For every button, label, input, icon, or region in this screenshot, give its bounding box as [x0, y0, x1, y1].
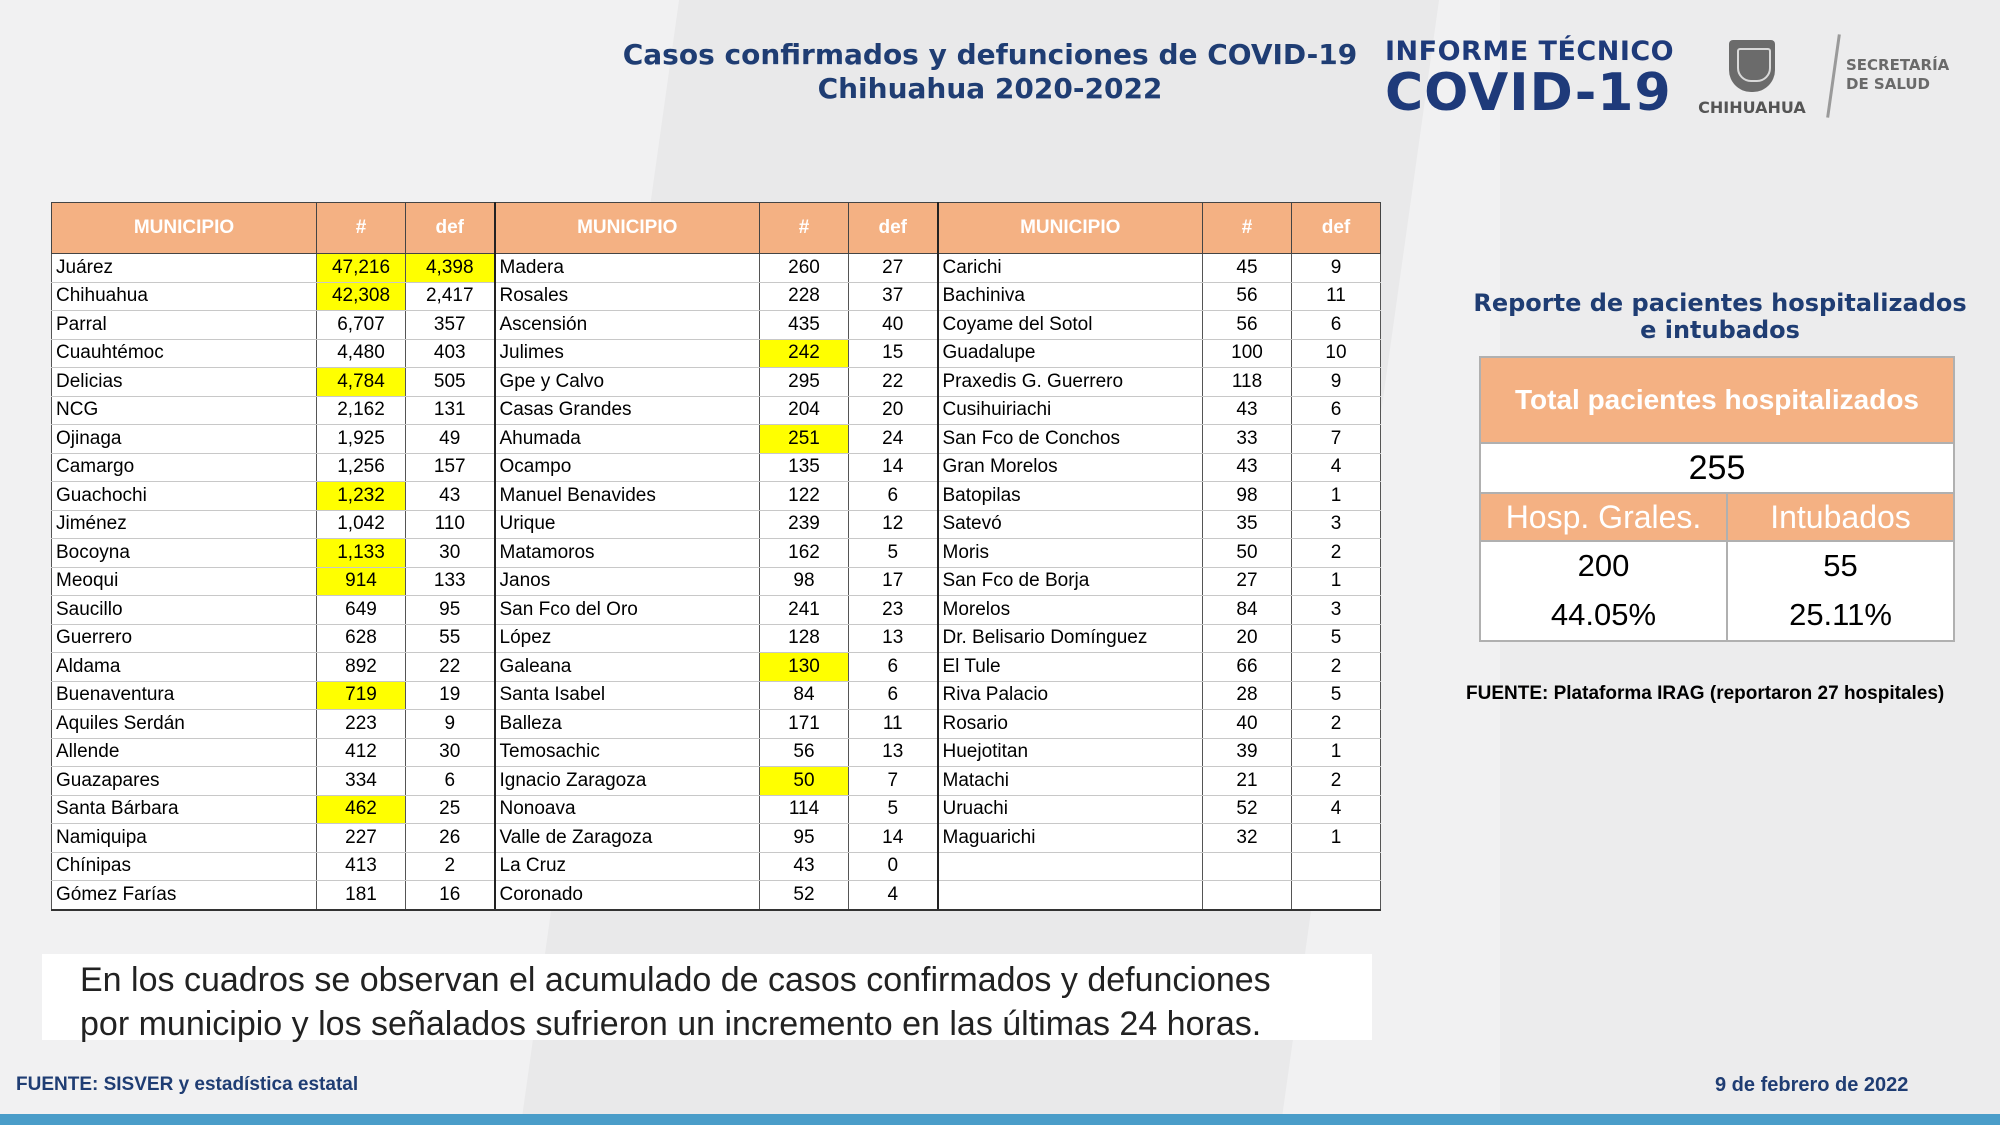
municipio-name: López: [495, 624, 760, 653]
casos-confirmados: 98: [1203, 482, 1292, 511]
defunciones: 0: [849, 852, 938, 881]
defunciones: 49: [406, 425, 495, 454]
defunciones: 14: [849, 824, 938, 853]
defunciones: 16: [406, 881, 495, 910]
casos-confirmados: 227: [317, 824, 406, 853]
defunciones: [1292, 881, 1381, 910]
municipio-name: Dr. Belisario Domínguez: [938, 624, 1203, 653]
defunciones: 24: [849, 425, 938, 454]
defunciones: 3: [1292, 510, 1381, 539]
defunciones: 6: [406, 767, 495, 796]
secretaria-line-1: SECRETARÍA: [1846, 56, 1950, 74]
defunciones: 20: [849, 396, 938, 425]
municipio-name: Coronado: [495, 881, 760, 910]
defunciones: 40: [849, 311, 938, 340]
municipio-name: Matachi: [938, 767, 1203, 796]
casos-confirmados: 95: [760, 824, 849, 853]
municipio-name: Cusihuiriachi: [938, 396, 1203, 425]
table-row: [52, 795, 1381, 824]
defunciones: 26: [406, 824, 495, 853]
defunciones: 95: [406, 596, 495, 625]
casos-confirmados: 84: [1203, 596, 1292, 625]
casos-confirmados: 1,133: [317, 539, 406, 568]
municipio-name: Casas Grandes: [495, 396, 760, 425]
casos-confirmados: 462: [317, 795, 406, 824]
municipio-name: Bachiniva: [938, 282, 1203, 311]
table-row: [52, 311, 1381, 340]
casos-confirmados: 56: [1203, 311, 1292, 340]
casos-confirmados: 50: [1203, 539, 1292, 568]
municipio-name: Satevó: [938, 510, 1203, 539]
total-hospitalizados-label: Total pacientes hospitalizados: [1480, 357, 1954, 443]
municipio-name: Aldama: [52, 653, 317, 682]
casos-confirmados: 260: [760, 254, 849, 283]
municipio-name: Rosario: [938, 710, 1203, 739]
municipio-name: [938, 852, 1203, 881]
casos-confirmados: 40: [1203, 710, 1292, 739]
table-row: [52, 453, 1381, 482]
hospital-table: [1479, 356, 1955, 642]
table-row: [52, 510, 1381, 539]
municipio-name: Gpe y Calvo: [495, 368, 760, 397]
table-row: [52, 425, 1381, 454]
defunciones: 14: [849, 453, 938, 482]
casos-confirmados: 118: [1203, 368, 1292, 397]
header-def: def: [1292, 203, 1381, 254]
secretaria-line-2: DE SALUD: [1846, 75, 1930, 93]
casos-confirmados: 39: [1203, 738, 1292, 767]
casos-confirmados: 52: [760, 881, 849, 910]
intubados-label: Intubados: [1727, 493, 1954, 541]
defunciones: 505: [406, 368, 495, 397]
municipio-name: Delicias: [52, 368, 317, 397]
casos-confirmados: 114: [760, 795, 849, 824]
municipio-name: San Fco del Oro: [495, 596, 760, 625]
casos-confirmados: 1,925: [317, 425, 406, 454]
casos-confirmados: [1203, 852, 1292, 881]
defunciones: 4: [1292, 453, 1381, 482]
casos-confirmados: 171: [760, 710, 849, 739]
header-municipio: MUNICIPIO: [52, 203, 317, 254]
report-title-line-1: Reporte de pacientes hospitalizados: [1473, 289, 1967, 317]
defunciones: 2: [1292, 710, 1381, 739]
municipio-name: Chihuahua: [52, 282, 317, 311]
defunciones: 4: [849, 881, 938, 910]
casos-confirmados: 21: [1203, 767, 1292, 796]
casos-confirmados: 28: [1203, 681, 1292, 710]
municipio-name: La Cruz: [495, 852, 760, 881]
municipio-name: Meoqui: [52, 567, 317, 596]
table-row: [52, 767, 1381, 796]
intubados-percent: 25.11%: [1727, 590, 1954, 641]
municipio-name: Huejotitan: [938, 738, 1203, 767]
casos-confirmados: 892: [317, 653, 406, 682]
casos-confirmados: 35: [1203, 510, 1292, 539]
municipio-name: Guadalupe: [938, 339, 1203, 368]
table-row: [52, 881, 1381, 910]
defunciones: 5: [849, 795, 938, 824]
bottom-bar: [0, 1114, 2000, 1125]
municipio-name: El Tule: [938, 653, 1203, 682]
casos-confirmados: 130: [760, 653, 849, 682]
defunciones: 6: [849, 653, 938, 682]
defunciones: 6: [849, 482, 938, 511]
casos-confirmados: 84: [760, 681, 849, 710]
logo-label: CHIHUAHUA: [1698, 98, 1806, 117]
defunciones: 5: [1292, 624, 1381, 653]
casos-confirmados: 98: [760, 567, 849, 596]
fuente-sisver: FUENTE: SISVER y estadística estatal: [16, 1074, 359, 1095]
defunciones: 9: [406, 710, 495, 739]
header-def: def: [849, 203, 938, 254]
table-row: [52, 368, 1381, 397]
defunciones: 157: [406, 453, 495, 482]
municipio-name: Nonoava: [495, 795, 760, 824]
defunciones: 22: [849, 368, 938, 397]
casos-confirmados: 20: [1203, 624, 1292, 653]
municipio-name: San Fco de Borja: [938, 567, 1203, 596]
hosp-grales-percent: 44.05%: [1480, 590, 1727, 641]
defunciones: 5: [849, 539, 938, 568]
defunciones: 27: [849, 254, 938, 283]
casos-confirmados: 52: [1203, 795, 1292, 824]
fuente-irag: FUENTE: Plataforma IRAG (reportaron 27 hospitales): [1466, 683, 1945, 704]
casos-confirmados: 32: [1203, 824, 1292, 853]
defunciones: 23: [849, 596, 938, 625]
municipio-name: Julimes: [495, 339, 760, 368]
casos-confirmados: 1,042: [317, 510, 406, 539]
casos-confirmados: 334: [317, 767, 406, 796]
header-def: def: [406, 203, 495, 254]
casos-confirmados: 204: [760, 396, 849, 425]
casos-confirmados: 719: [317, 681, 406, 710]
table-row: [52, 567, 1381, 596]
municipio-name: [938, 881, 1203, 910]
defunciones: 1: [1292, 482, 1381, 511]
municipio-name: Chínipas: [52, 852, 317, 881]
municipio-name: Jiménez: [52, 510, 317, 539]
municipio-name: Guerrero: [52, 624, 317, 653]
municipio-name: Batopilas: [938, 482, 1203, 511]
municipio-name: Janos: [495, 567, 760, 596]
municipio-name: Ojinaga: [52, 425, 317, 454]
municipio-name: Saucillo: [52, 596, 317, 625]
casos-confirmados: 1,232: [317, 482, 406, 511]
municipio-name: Bocoyna: [52, 539, 317, 568]
table-row: [52, 482, 1381, 511]
table-row: [52, 852, 1381, 881]
municipio-name: Riva Palacio: [938, 681, 1203, 710]
table-row: [52, 596, 1381, 625]
casos-confirmados: 66: [1203, 653, 1292, 682]
casos-confirmados: 128: [760, 624, 849, 653]
table-row: [52, 681, 1381, 710]
municipio-name: Cuauhtémoc: [52, 339, 317, 368]
table-row: [52, 738, 1381, 767]
casos-confirmados: 4,480: [317, 339, 406, 368]
table-row: [52, 824, 1381, 853]
casos-confirmados: 295: [760, 368, 849, 397]
municipio-name: Santa Isabel: [495, 681, 760, 710]
defunciones: 9: [1292, 368, 1381, 397]
casos-confirmados: 43: [1203, 453, 1292, 482]
municipio-name: Guachochi: [52, 482, 317, 511]
municipio-name: Coyame del Sotol: [938, 311, 1203, 340]
municipio-name: Juárez: [52, 254, 317, 283]
municipio-name: Carichi: [938, 254, 1203, 283]
defunciones: 55: [406, 624, 495, 653]
header-municipio: MUNICIPIO: [938, 203, 1203, 254]
report-title: [1470, 290, 1970, 344]
defunciones: 22: [406, 653, 495, 682]
casos-confirmados: 1,256: [317, 453, 406, 482]
defunciones: 2: [1292, 767, 1381, 796]
casos-confirmados: 45: [1203, 254, 1292, 283]
casos-confirmados: 251: [760, 425, 849, 454]
page-title: [600, 38, 1380, 106]
defunciones: 15: [849, 339, 938, 368]
municipio-name: Praxedis G. Guerrero: [938, 368, 1203, 397]
casos-confirmados: 27: [1203, 567, 1292, 596]
casos-confirmados: 181: [317, 881, 406, 910]
note-text: [80, 958, 1271, 1046]
municipio-name: Buenaventura: [52, 681, 317, 710]
title-line-1: Casos confirmados y defunciones de COVID-19: [622, 38, 1358, 71]
table-row: [52, 396, 1381, 425]
defunciones: 12: [849, 510, 938, 539]
casos-confirmados: 135: [760, 453, 849, 482]
brand-line-1: INFORME TÉCNICO: [1385, 36, 1675, 67]
header-casos: #: [760, 203, 849, 254]
note-line-2: por municipio y los señalados sufrieron un incremento en las últimas 24 horas.: [80, 1005, 1262, 1043]
secretaria-logo: [1846, 56, 1949, 94]
casos-confirmados: 649: [317, 596, 406, 625]
defunciones: 7: [1292, 425, 1381, 454]
table-row: [52, 254, 1381, 283]
municipios-table: [51, 202, 1381, 911]
defunciones: 9: [1292, 254, 1381, 283]
casos-confirmados: 33: [1203, 425, 1292, 454]
header-casos: #: [1203, 203, 1292, 254]
header-casos: #: [317, 203, 406, 254]
hosp-grales-label: Hosp. Grales.: [1480, 493, 1727, 541]
brand-logo: [1385, 36, 1675, 123]
defunciones: 2: [1292, 539, 1381, 568]
table-row: [52, 710, 1381, 739]
defunciones: 11: [1292, 282, 1381, 311]
defunciones: 17: [849, 567, 938, 596]
defunciones: 4,398: [406, 254, 495, 283]
casos-confirmados: [1203, 881, 1292, 910]
municipio-name: Santa Bárbara: [52, 795, 317, 824]
casos-confirmados: 914: [317, 567, 406, 596]
casos-confirmados: 412: [317, 738, 406, 767]
defunciones: 13: [849, 738, 938, 767]
chihuahua-logo: [1688, 40, 1816, 117]
municipio-name: San Fco de Conchos: [938, 425, 1203, 454]
defunciones: 6: [1292, 311, 1381, 340]
casos-confirmados: 242: [760, 339, 849, 368]
municipio-name: Madera: [495, 254, 760, 283]
casos-confirmados: 4,784: [317, 368, 406, 397]
municipio-name: Ascensión: [495, 311, 760, 340]
defunciones: 4: [1292, 795, 1381, 824]
brand-line-2: COVID-19: [1385, 63, 1672, 123]
casos-confirmados: 47,216: [317, 254, 406, 283]
casos-confirmados: 241: [760, 596, 849, 625]
casos-confirmados: 56: [760, 738, 849, 767]
defunciones: 2,417: [406, 282, 495, 311]
defunciones: 2: [406, 852, 495, 881]
defunciones: 357: [406, 311, 495, 340]
defunciones: 133: [406, 567, 495, 596]
defunciones: 7: [849, 767, 938, 796]
casos-confirmados: 56: [1203, 282, 1292, 311]
casos-confirmados: 43: [1203, 396, 1292, 425]
municipio-name: Manuel Benavides: [495, 482, 760, 511]
municipio-name: Balleza: [495, 710, 760, 739]
municipio-name: Morelos: [938, 596, 1203, 625]
casos-confirmados: 42,308: [317, 282, 406, 311]
municipio-name: Namiquipa: [52, 824, 317, 853]
defunciones: 13: [849, 624, 938, 653]
report-date: 9 de febrero de 2022: [1715, 1074, 1909, 1096]
defunciones: 403: [406, 339, 495, 368]
defunciones: 1: [1292, 738, 1381, 767]
table-row: [52, 539, 1381, 568]
municipio-name: Temosachic: [495, 738, 760, 767]
table-row: [52, 282, 1381, 311]
defunciones: 37: [849, 282, 938, 311]
municipio-name: Ahumada: [495, 425, 760, 454]
header-municipio: MUNICIPIO: [495, 203, 760, 254]
municipio-name: NCG: [52, 396, 317, 425]
defunciones: 30: [406, 539, 495, 568]
casos-confirmados: 43: [760, 852, 849, 881]
municipio-name: Urique: [495, 510, 760, 539]
municipio-name: Rosales: [495, 282, 760, 311]
casos-confirmados: 223: [317, 710, 406, 739]
municipio-name: Maguarichi: [938, 824, 1203, 853]
defunciones: 1: [1292, 567, 1381, 596]
table-row: [52, 339, 1381, 368]
hosp-grales-value: 200: [1480, 541, 1727, 590]
defunciones: 131: [406, 396, 495, 425]
table-row: [52, 653, 1381, 682]
title-line-2: Chihuahua 2020-2022: [817, 72, 1163, 105]
defunciones: [1292, 852, 1381, 881]
municipio-name: Aquiles Serdán: [52, 710, 317, 739]
defunciones: 5: [1292, 681, 1381, 710]
table-header-row: [52, 203, 1381, 254]
municipio-name: Parral: [52, 311, 317, 340]
municipio-name: Camargo: [52, 453, 317, 482]
casos-confirmados: 413: [317, 852, 406, 881]
municipio-name: Ocampo: [495, 453, 760, 482]
casos-confirmados: 50: [760, 767, 849, 796]
casos-confirmados: 628: [317, 624, 406, 653]
casos-confirmados: 239: [760, 510, 849, 539]
defunciones: 3: [1292, 596, 1381, 625]
table-row: [52, 624, 1381, 653]
defunciones: 11: [849, 710, 938, 739]
intubados-value: 55: [1727, 541, 1954, 590]
municipio-name: Guazapares: [52, 767, 317, 796]
casos-confirmados: 2,162: [317, 396, 406, 425]
casos-confirmados: 162: [760, 539, 849, 568]
defunciones: 1: [1292, 824, 1381, 853]
casos-confirmados: 435: [760, 311, 849, 340]
total-hospitalizados-value: 255: [1480, 443, 1954, 493]
casos-confirmados: 122: [760, 482, 849, 511]
defunciones: 25: [406, 795, 495, 824]
defunciones: 2: [1292, 653, 1381, 682]
casos-confirmados: 6,707: [317, 311, 406, 340]
municipio-name: Uruachi: [938, 795, 1203, 824]
municipio-name: Allende: [52, 738, 317, 767]
municipio-name: Matamoros: [495, 539, 760, 568]
defunciones: 43: [406, 482, 495, 511]
defunciones: 30: [406, 738, 495, 767]
defunciones: 110: [406, 510, 495, 539]
defunciones: 6: [1292, 396, 1381, 425]
defunciones: 10: [1292, 339, 1381, 368]
note-line-1: En los cuadros se observan el acumulado de casos confirmados y defunciones: [80, 961, 1271, 999]
municipio-name: Gran Morelos: [938, 453, 1203, 482]
casos-confirmados: 228: [760, 282, 849, 311]
defunciones: 19: [406, 681, 495, 710]
casos-confirmados: 100: [1203, 339, 1292, 368]
defunciones: 6: [849, 681, 938, 710]
report-title-line-2: e intubados: [1640, 316, 1800, 344]
municipio-name: Moris: [938, 539, 1203, 568]
coat-of-arms-icon: [1729, 40, 1775, 92]
municipio-name: Gómez Farías: [52, 881, 317, 910]
municipio-name: Ignacio Zaragoza: [495, 767, 760, 796]
municipio-name: Galeana: [495, 653, 760, 682]
municipio-name: Valle de Zaragoza: [495, 824, 760, 853]
